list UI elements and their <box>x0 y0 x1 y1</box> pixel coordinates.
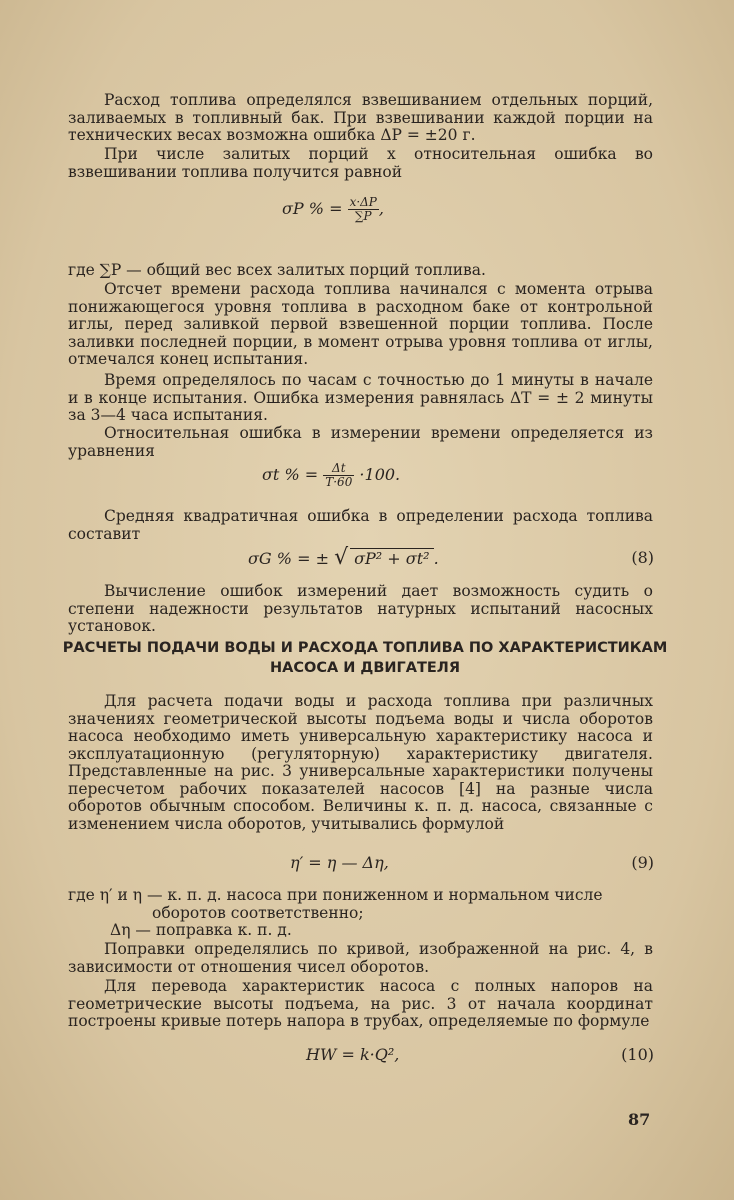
paragraph-fuel-weighing: Расход топлива определялся взвешиванием отдельных порций, заливаемых в топливный бак. При взвешивании каждой порции на технических весах возможна ошибка ΔP = ±20 г. <box>68 91 653 144</box>
paragraph-time-error: Относительная ошибка в измерении времени определяется из уравнения <box>68 424 653 460</box>
formula-sigma-t: σt % = $\frac{\Delta t}{T\cdot 60}$ ·100. <box>262 461 401 489</box>
paragraph-corrections: Поправки определялись по кривой, изображенной на рис. 4, в зависимости от отношения чисел оборотов. <box>68 940 653 976</box>
paragraph-rms-error: Средняя квадратичная ошибка в определении расхода топлива составит <box>68 507 653 543</box>
formula-head-loss: HW = k·Q², <box>306 1045 400 1064</box>
equation-number-8: (8) <box>631 548 654 567</box>
paragraph-where-sum: где ∑P — общий вес всех залитых порций топлива. <box>68 261 486 279</box>
formula-sigma-g: σG % = ± √ σP² + σt² . <box>248 545 439 570</box>
fraction: $\frac{x\cdot\Delta P}{\sum P}$ <box>349 195 377 223</box>
paragraph-relative-error: При числе залитых порций x относительная ошибка во взвешивании топлива получится равной <box>68 145 653 181</box>
where-efficiency: где η′ и η — к. п. д. насоса при пониженном и нормальном числе оборотов соответственно; Δη — поправка к. п. д. <box>68 886 603 939</box>
section-heading: РАСЧЕТЫ ПОДАЧИ ВОДЫ И РАСХОДА ТОПЛИВА ПО ХАРАКТЕРИСТИКАМ НАСОСА И ДВИГАТЕЛЯ <box>62 640 668 676</box>
formula-sigma-p: σP % = $\frac{x\cdot\Delta P}{\sum P}$ , <box>282 195 384 223</box>
fraction: $\frac{\Delta t}{T\cdot 60}$ <box>325 461 353 489</box>
paragraph-reliability: Вычисление ошибок измерений дает возможность судить о степени надежности результатов натурных испытаний насосных установок. <box>68 582 653 635</box>
equation-number-10: (10) <box>621 1045 654 1064</box>
paragraph-head-losses: Для перевода характеристик насоса с полных напоров на геометрические высоты подъема, на рис. 3 от начала координат построены кривые потерь напора в трубах, определяемые по формуле <box>68 977 653 1030</box>
paragraph-time-measure: Время определялось по часам с точностью до 1 минуты в начале и в конце испытания. Ошибка измерения равнялась ΔT = ± 2 минуты за 3—4 часа испытания. <box>68 371 653 424</box>
formula-efficiency: η′ = η — Δη, <box>290 853 389 872</box>
radical-sign: √ <box>334 545 349 570</box>
page-number: 87 <box>628 1110 651 1129</box>
equation-number-9: (9) <box>631 853 654 872</box>
paragraph-time-count: Отсчет времени расхода топлива начинался с момента отрыва понижающегося уровня топлива в расходном баке от контрольной иглы, перед заливкой первой взвешенной порции топлива. После заливки последней порции, в момент отрыва уровня топлива от иглы, отмечался конец испытания. <box>68 280 653 368</box>
paragraph-calculation: Для расчета подачи воды и расхода топлива при различных значениях геометрической высоты подъема воды и числа оборотов насоса необходимо иметь универсальную характеристику насоса и эксплуатационную (регуляторную) характеристику двигателя. Представленные на рис. 3 универсальные характеристики получены пересчетом рабочих показателей насосов [4] на разные числа оборотов обычным способом. Величины к. п. д. насоса, связанные с изменением числа оборотов, учитывались формулой <box>68 692 653 833</box>
